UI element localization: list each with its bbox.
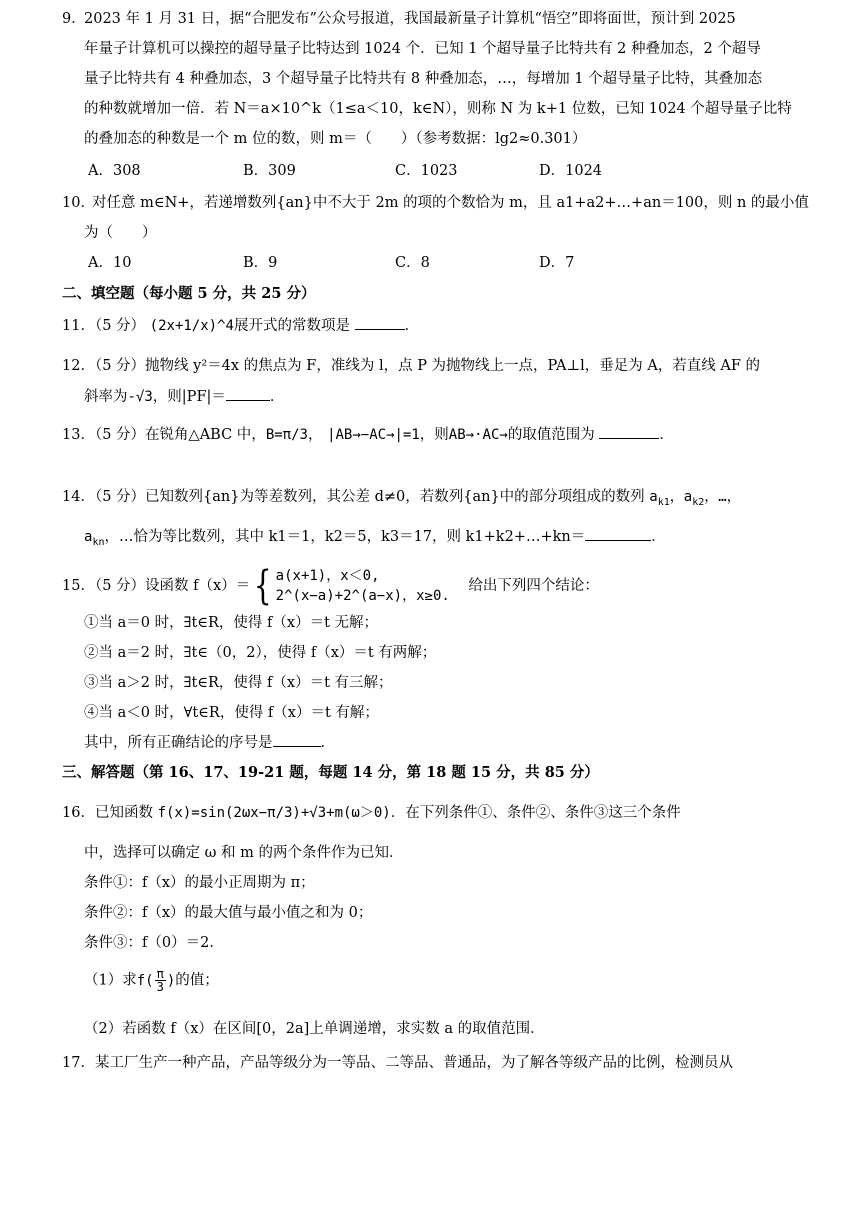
q15 — [62, 563, 599, 609]
q16-condition: 条件②：f（x）的最大值与最小值之和为 0； — [84, 905, 373, 921]
q9-number: 9． — [62, 11, 86, 27]
q13-angle-expression: B=π/3 — [265, 427, 308, 443]
q16-function-expression: f(x)=sin(2ωx−π/3)+√3+m(ω＞0) — [157, 805, 391, 821]
q13-vector-expression: |AB→−AC→|=1 — [327, 427, 420, 443]
q10-line: 对任意 m∈N+，若递增数列{an}中不大于 2m 的项的个数恰为 m，且 a1+a2+…+an＝100，则 n 的最小值 — [92, 195, 809, 211]
q16-part1 — [84, 968, 219, 993]
section-heading: 二、填空题（每小题 5 分，共 25 分） — [62, 285, 316, 302]
q13: 13．（5 分）在锐角△ABC 中，B=π/3， |AB→−AC→|=1，则AB→·AC→的取值范围为 ． — [62, 424, 674, 446]
q11-text: 展开式的常数项是 — [233, 318, 350, 334]
q16-f-pi-over-3: f( $\frac{\pi}{3}$ ) — [136, 967, 176, 994]
q11-expression: (2x+1/x)^4 — [149, 318, 234, 334]
q9-line: 量子比特共有 4 种叠加态，3 个超导量子比特共有 8 种叠加态，…，每增加 1 个超导量子比特，其叠加态 — [84, 71, 763, 87]
q9-line: 2023 年 1 月 31 日，据“合肥发布”公众号报道，我国最新量子计算机“悟空”即将面世，预计到 2025 — [84, 11, 736, 27]
q14-line2: $a_{kn}$，…恰为等比数列，其中 k1＝1，k2＝5，k3＝17，则 k1+k2+…+kn＝ ． — [84, 526, 666, 554]
q9-option-d: D．1024 — [539, 163, 603, 179]
q10-option-c: C．8 — [395, 255, 430, 271]
brace-symbol: { — [254, 563, 272, 609]
answer-blank — [355, 315, 405, 330]
q16-text: 已知函数 — [94, 805, 153, 821]
q11-score: （5 分） — [94, 318, 146, 334]
q10-number: 10． — [62, 195, 95, 211]
q17-number: 17． — [62, 1055, 95, 1071]
q13-text: 的取值范围为 — [507, 427, 595, 443]
q12-score: （5 分） — [94, 358, 146, 374]
q12-text: 斜率为 — [84, 389, 128, 405]
q13-text: 在锐角△ABC 中， — [145, 427, 266, 443]
q14 — [62, 486, 741, 514]
q13-dot-product: AB→·AC→ — [448, 427, 508, 443]
q9-line: 的叠加态的种数是一个 m 位的数，则 m＝（ ）（参考数据：lg2≈0.301） — [84, 131, 587, 147]
q14-subsequence: $a_{kn}$ — [84, 529, 105, 548]
q10-option-d: D．7 — [539, 255, 575, 271]
q13-text: ，则 — [419, 427, 449, 443]
q9-option-a: A．308 — [88, 163, 141, 179]
q15-item: ③当 a＞2 时，∃t∈R，使得 f（x）＝t 有三解； — [84, 675, 393, 691]
q10-option-a: A．10 — [88, 255, 132, 271]
q12-slope-value: -√3 — [127, 389, 153, 405]
q10-option-b: B．9 — [243, 255, 278, 271]
q16-condition: 条件①：f（x）的最小正周期为 π； — [84, 875, 315, 891]
case-1: a(x+1)，x＜0, — [275, 568, 380, 584]
q9-line: 年量子计算机可以操控的超导量子比特达到 1024 个．已知 1 个超导量子比特共有 2 种叠加态，2 个超导 — [84, 41, 761, 57]
q13-number: 13． — [62, 427, 95, 443]
q11-number: 11． — [62, 318, 95, 334]
q14-line: ，…恰为等比数列，其中 k1＝1，k2＝5，k3＝17，则 k1+k2+…+kn＝ — [104, 529, 586, 545]
q17 — [62, 1052, 733, 1074]
q16-line: 中，选择可以确定 ω 和 m 的两个条件作为已知． — [84, 845, 404, 861]
case-2: 2^(x−a)+2^(a−x)，x≥0. — [275, 588, 450, 604]
q9-option-c: C．1023 — [395, 163, 458, 179]
piecewise-cases — [276, 566, 450, 606]
q15-text: 其中，所有正确结论的序号是 — [84, 735, 273, 751]
q12 — [62, 355, 760, 377]
answer-blank — [585, 526, 651, 541]
q12-line: 抛物线 y²＝4x 的焦点为 F，准线为 l，点 P 为抛物线上一点，PA⊥l，垂足为 A，若直线 AF 的 — [145, 358, 761, 374]
q15-text: 设函数 f（x）＝ — [145, 578, 251, 594]
q13-score: （5 分） — [94, 427, 146, 443]
q10-line: 为（ ） — [84, 225, 157, 241]
q14-subsequence: $a_{k1}$，$a_{k2}$，…， — [649, 489, 741, 508]
q12-text: ，则|PF|＝ — [152, 389, 226, 405]
q12-number: 12． — [62, 358, 95, 374]
q16-part2: （2）若函数 f（x）在区间[0，2a]上单调递增，求实数 a 的取值范围． — [84, 1021, 545, 1037]
q16-text: （1）求 — [84, 972, 137, 989]
q15-ending: 其中，所有正确结论的序号是 ． — [84, 732, 335, 754]
q14-line: 已知数列{an}为等差数列，其公差 d≠0，若数列{an}中的部分项组成的数列 — [145, 489, 645, 505]
section-heading: 三、解答题（第 16、17、19-21 题，每题 14 分，第 18 题 15 分，共 85 分） — [62, 764, 599, 781]
q11: 11．（5 分） (2x+1/x)^4展开式的常数项是 ． — [62, 315, 419, 337]
q12-line2: 斜率为-√3，则|PF|＝ ． — [84, 386, 284, 408]
q17-line: 某工厂生产一种产品，产品等级分为一等品、二等品、普通品，为了解各等级产品的比例，检测员从 — [94, 1055, 733, 1071]
q16 — [62, 802, 681, 824]
q9-line: 的种数就增加一倍．若 N＝a×10^k（1≤a＜10，k∈N），则称 N 为 k+1 位数，已知 1024 个超导量子比特 — [84, 101, 792, 117]
q16-condition: 条件③：f（0）＝2． — [84, 935, 224, 951]
q9-option-b: B．309 — [243, 163, 296, 179]
answer-blank — [273, 732, 321, 747]
q16-text: ．在下列条件①、条件②、条件③这三个条件 — [390, 805, 681, 821]
answer-blank — [599, 424, 659, 439]
q16-text: 的值； — [175, 972, 219, 989]
q14-number: 14． — [62, 489, 95, 505]
q15-item: ②当 a＝2 时，∃t∈（0，2），使得 f（x）＝t 有两解； — [84, 645, 437, 661]
q15-item: ④当 a＜0 时，∀t∈R，使得 f（x）＝t 有解； — [84, 705, 379, 721]
answer-blank — [226, 386, 270, 401]
q15-score: （5 分） — [94, 578, 146, 594]
q16-number: 16． — [62, 805, 95, 821]
q14-score: （5 分） — [94, 489, 146, 505]
q15-text: 给出下列四个结论： — [468, 578, 599, 594]
q15-item: ①当 a＝0 时，∃t∈R，使得 f（x）＝t 无解； — [84, 615, 379, 631]
q15-number: 15． — [62, 578, 95, 594]
